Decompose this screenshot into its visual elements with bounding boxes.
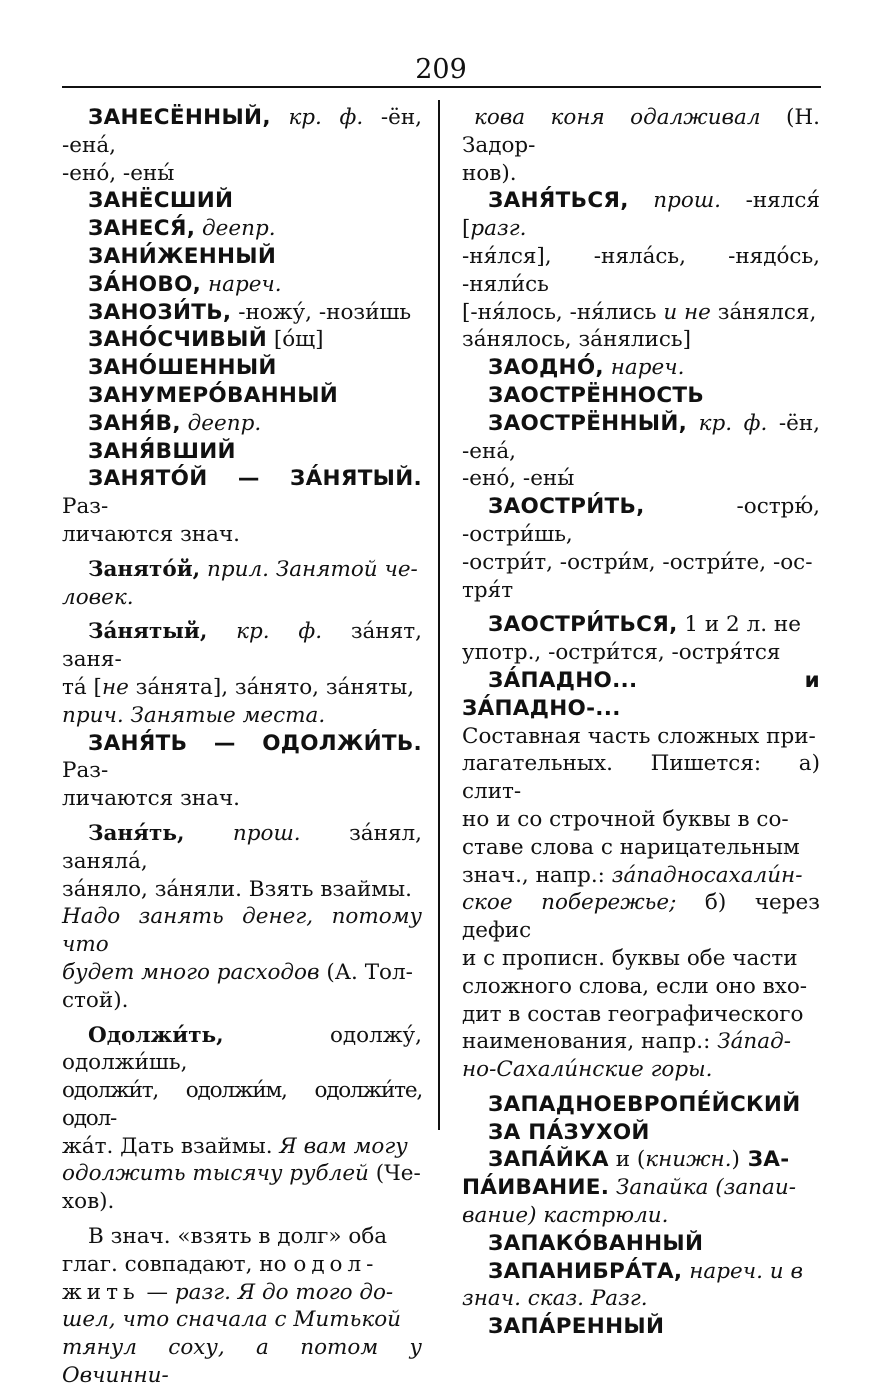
quote-continuation: кова коня одалживал (Н. Задор- нов).: [462, 105, 820, 186]
entry-zapadno: ЗА́ПАДНО... и ЗА́ПАДНО-... Составная часть сложных при- лагательных. Пишется: а) слит- но и со строчной буквы в со- ставе слова с нарицательным знач., напр.: за́падносахали́н- ское побережье; б) через дефис и с прописн. буквы обе части сложного слова, если оно вхо- дит в состав географического наименования, напр.: За́пад- но-Сахали́нские горы.: [462, 667, 820, 1083]
left-column: [62, 104, 422, 1390]
entry-zapayka: ЗАПА́ЙКА и (книжн.) ЗА- ПА́ИВАНИЕ. Запайка (запаи- вание) кастрюли.: [462, 1147, 796, 1229]
entry-zaostryonny: ЗАОСТРЁННЫЙ, кр. ф. -ён, -ена́, -ено́, -ены́: [462, 410, 820, 492]
page-number: 209: [415, 54, 467, 85]
entry-zanesyonny: ЗАНЕСЁННЫЙ, кр. ф. -ён, -ена́, -ено́, -ены́: [62, 105, 422, 186]
entry-zapadnoevropeysky: ЗАПАДНОЕВРОПЕ́ЙСКИЙ: [488, 1091, 801, 1117]
top-rule: [62, 86, 821, 88]
entry-zanyatoy-adj: Занято́й, прил. Занятой че- ловек.: [62, 556, 418, 610]
entry-zanyavshy: ЗАНЯ́ВШИЙ: [88, 438, 236, 464]
entry-zaostryonnost: ЗАОСТРЁННОСТЬ: [488, 382, 705, 408]
entry-zanyat-odolzhit: ЗАНЯ́ТЬ — ОДОЛЖИ́ТЬ. Раз- личаются знач.: [62, 730, 422, 812]
entry-zaparenny: ЗАПА́РЕННЫЙ: [488, 1314, 665, 1340]
entry-zanozit: ЗАНОЗИ́ТЬ, -ножу́, -нози́шь: [88, 299, 412, 325]
entry-zaostritsya: ЗАОСТРИ́ТЬСЯ, 1 и 2 л. не употр., -остри́тся, -остря́тся: [462, 612, 801, 666]
entry-odolzhit: Одолжи́ть, одолжу́, одолжи́шь, одолжи́т, одолжи́м, одолжи́те, одол- жа́т. Дать взаймы. Я вам могу одолжить тысячу рублей (Че- хов).: [62, 1022, 422, 1215]
usage-note: В знач. «взять в долг» оба глаг. совпадают, но одол- жить — разг. Я до того до- шел, что сначала с Митькой тянул соху, а потом у Овчинни-: [62, 1224, 422, 1389]
entry-zapakovanny: ЗАПАКО́ВАННЫЙ: [488, 1230, 704, 1256]
entry-zanoschivy: ЗАНО́СЧИВЫЙ [о́щ]: [88, 327, 324, 353]
column-divider: [438, 100, 440, 1130]
entry-zanesya: ЗАНЕСЯ́, деепр.: [88, 216, 276, 242]
entry-zaostrit: ЗАОСТРИ́ТЬ, -острю́, -остри́шь, -остри́т, -остри́м, -остри́те, -ос- тря́т: [462, 494, 820, 603]
entry-zapanibrata: ЗАПАНИБРА́ТА, нареч. и в знач. сказ. Разг.: [462, 1258, 803, 1312]
entry-zanyosshy: ЗАНЁСШИЙ: [88, 188, 234, 214]
entry-zaodno: ЗАОДНО́, нареч.: [488, 355, 685, 381]
entry-zanoshenny: ЗАНО́ШЕННЫЙ: [88, 355, 277, 381]
entry-zanyat: Заня́ть, прош. за́нял, заняла́, за́няло, за́няли. Взять взаймы. Надо занять денег, потому что будет много расходов (А. Тол- стой).: [62, 820, 422, 1013]
entry-zanumerovanny: ЗАНУМЕРО́ВАННЫЙ: [88, 382, 339, 408]
entry-za-pazukhoy: ЗА ПА́ЗУХОЙ: [488, 1119, 650, 1145]
entry-zanyatsya: ЗАНЯ́ТЬСЯ, прош. -нялся́ [разг. -ня́лся], -няла́сь, -нядо́сь, -няли́сь [-ня́лось, -ня́лись и не за́нялся, за́нялось, за́нялись]: [462, 188, 820, 353]
entry-zanyaty-part: За́нятый, кр. ф. за́нят, заня- та́ [не за́нята], за́нято, за́няты, прич. Занятые места.: [62, 619, 422, 728]
entry-zanyav: ЗАНЯ́В, деепр.: [88, 410, 262, 436]
entry-zanyatoy-zanyaty: ЗАНЯТО́Й — ЗА́НЯТЫЙ. Раз- личаются знач.: [62, 466, 422, 547]
entry-zanovo: ЗА́НОВО, нареч.: [88, 271, 282, 297]
entry-zanizhenny: ЗАНИ́ЖЕННЫЙ: [88, 243, 277, 269]
right-column: [462, 104, 820, 1341]
